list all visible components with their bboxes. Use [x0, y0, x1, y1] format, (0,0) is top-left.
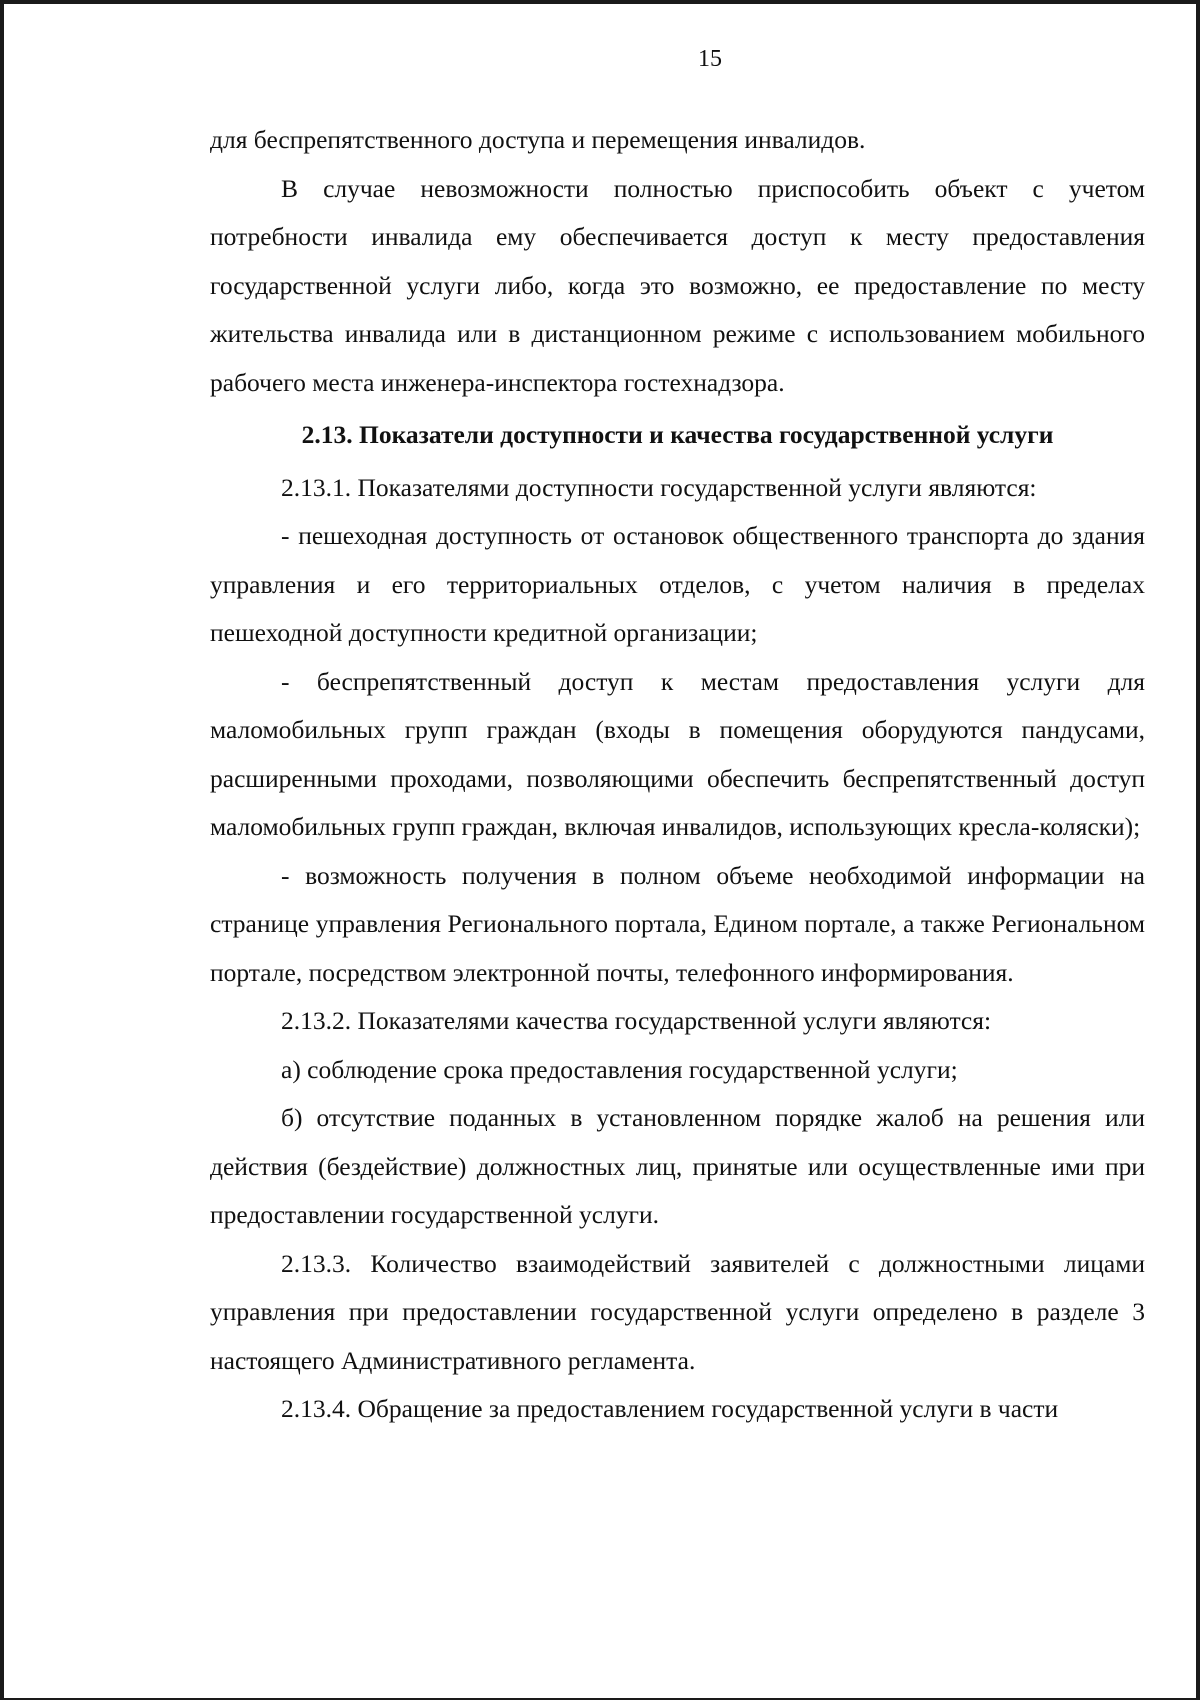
document-body [210, 116, 1145, 1434]
paragraph-accessibility-fallback: В случае невозможности полностью приспособить объект с учетом потребности инвалида ему обеспечивается доступ к месту предоставления государственной услуги либо, когда это возможно, ее предоставление по месту жительства инвалида или в дистанционном режиме с использованием мобильного рабочего места инженера-инспектора гостехнадзора. [210, 173, 1145, 397]
page-number: 15 [698, 46, 722, 72]
section-heading: 2.13. Показатели доступности и качества государственной услуги [301, 420, 1054, 449]
list-item-information-access: - возможность получения в полном объеме необходимой информации на странице управления Регионального портала, Едином портале, а также Региональном портале, посредством электронной почты, телефонного информирования. [210, 860, 1145, 987]
paragraph-2-13-4: 2.13.4. Обращение за предоставлением государственной услуги в части [281, 1394, 1059, 1423]
list-item-b: б) отсутствие поданных в установленном порядке жалоб на решения или действия (бездействие) должностных лиц, принятые или осуществленные ими при предоставлении государственной услуги. [210, 1103, 1145, 1229]
paragraph-2-13-2: 2.13.2. Показателями качества государственной услуги являются: [281, 1006, 992, 1035]
list-item-pedestrian-access: - пешеходная доступность от остановок общественного транспорта до здания управления и его территориальных отделов, с учетом наличия в пределах пешеходной доступности кредитной организации; [210, 521, 1145, 647]
list-item-a: а) соблюдение срока предоставления государственной услуги; [281, 1054, 958, 1084]
list-item-barrier-free-access: - беспрепятственный доступ к местам предоставления услуги для маломобильных групп граждан (входы в помещения оборудуются пандусами, расширенными проходами, позволяющими обеспечить беспрепятственный доступ маломобильных групп граждан, включая инвалидов, использующих кресла-коляски); [210, 666, 1145, 841]
paragraph-2-13-1: 2.13.1. Показателями доступности государственной услуги являются: [281, 472, 1037, 502]
paragraph-2-13-3: 2.13.3. Количество взаимодействий заявителей с должностными лицами управления при предоставлении государственной услуги определено в разделе 3 настоящего Административного регламента. [210, 1248, 1145, 1375]
paragraph-continuation: для беспрепятственного доступа и перемещения инвалидов. [210, 125, 866, 154]
